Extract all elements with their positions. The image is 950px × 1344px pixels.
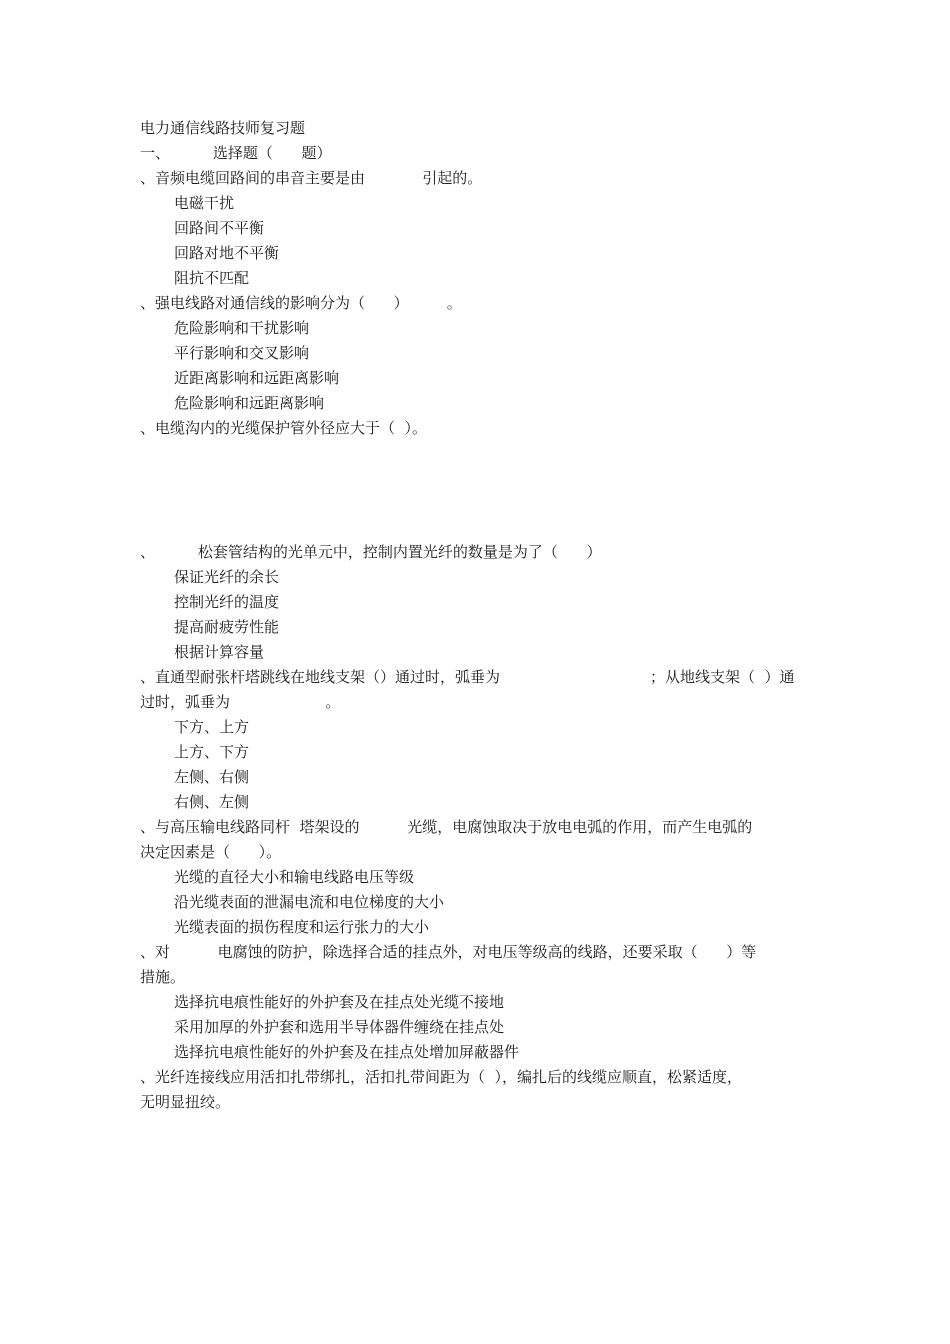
option: 采用加厚的外护套和选用半导体器件缠绕在挂点处 xyxy=(174,1018,505,1036)
question-stem: 、光纤连接线应用活扣扎带绑扎，活扣扎带间距为（ ），编扎后的线缆应顺直，松紧适度， xyxy=(140,1068,743,1086)
question-stem: 、音频电缆回路间的串音主要是由 引起的。 xyxy=(140,169,483,187)
option: 回路间不平衡 xyxy=(174,219,265,237)
question-stem: 、与高压输电线路同杆 塔架设的 光缆，电腐蚀取决于放电电弧的作用，而产生电弧的 xyxy=(140,818,753,836)
question-stem-continued: 措施。 xyxy=(140,968,186,986)
option: 根据计算容量 xyxy=(174,643,265,661)
question-stem-continued: 决定因素是（ ）。 xyxy=(140,843,282,861)
option: 光缆表面的损伤程度和运行张力的大小 xyxy=(174,918,430,936)
question-stem: 、直通型耐张杆塔跳线在地线支架（）通过时，弧垂为 xyxy=(140,668,501,686)
question-stem: 、电缆沟内的光缆保护管外径应大于（ ）。 xyxy=(140,419,428,437)
question-stem-continued: 无明显扭绞。 xyxy=(140,1093,231,1111)
option: 上方、下方 xyxy=(174,743,250,761)
option: 选择抗电痕性能好的外护套及在挂点处增加屏蔽器件 xyxy=(174,1043,520,1061)
question-stem: 、 松套管结构的光单元中，控制内置光纤的数量是为了（ ） xyxy=(140,543,602,561)
option: 提高耐疲劳性能 xyxy=(174,618,280,636)
option: 控制光纤的温度 xyxy=(174,593,280,611)
option: 右侧、左侧 xyxy=(174,793,250,811)
option: 左侧、右侧 xyxy=(174,768,250,786)
option: 阻抗不匹配 xyxy=(174,269,250,287)
question-stem-continued: 过时，弧垂为 。 xyxy=(140,693,341,711)
option: 危险影响和干扰影响 xyxy=(174,319,310,337)
option: 危险影响和远距离影响 xyxy=(174,394,325,412)
question-stem: 、对 电腐蚀的防护，除选择合适的挂点外，对电压等级高的线路，还要采取（ ）等 xyxy=(140,943,757,961)
option: 回路对地不平衡 xyxy=(174,244,280,262)
option: 沿光缆表面的泄漏电流和电位梯度的大小 xyxy=(174,893,445,911)
option: 光缆的直径大小和输电线路电压等级 xyxy=(174,868,415,886)
question-stem-continued: ；从地线支架（ ）通 xyxy=(650,668,795,686)
option: 近距离影响和远距离影响 xyxy=(174,369,340,387)
option: 平行影响和交叉影响 xyxy=(174,344,310,362)
question-stem: 、强电线路对通信线的影响分为（ ） 。 xyxy=(140,294,462,312)
section-heading: 一、 选择题（ 题） xyxy=(140,144,332,162)
option: 保证光纤的余长 xyxy=(174,568,280,586)
option: 电磁干扰 xyxy=(174,194,235,212)
document-title: 电力通信线路技师复习题 xyxy=(140,119,306,137)
option: 选择抗电痕性能好的外护套及在挂点处光缆不接地 xyxy=(174,993,505,1011)
option: 下方、上方 xyxy=(174,718,250,736)
